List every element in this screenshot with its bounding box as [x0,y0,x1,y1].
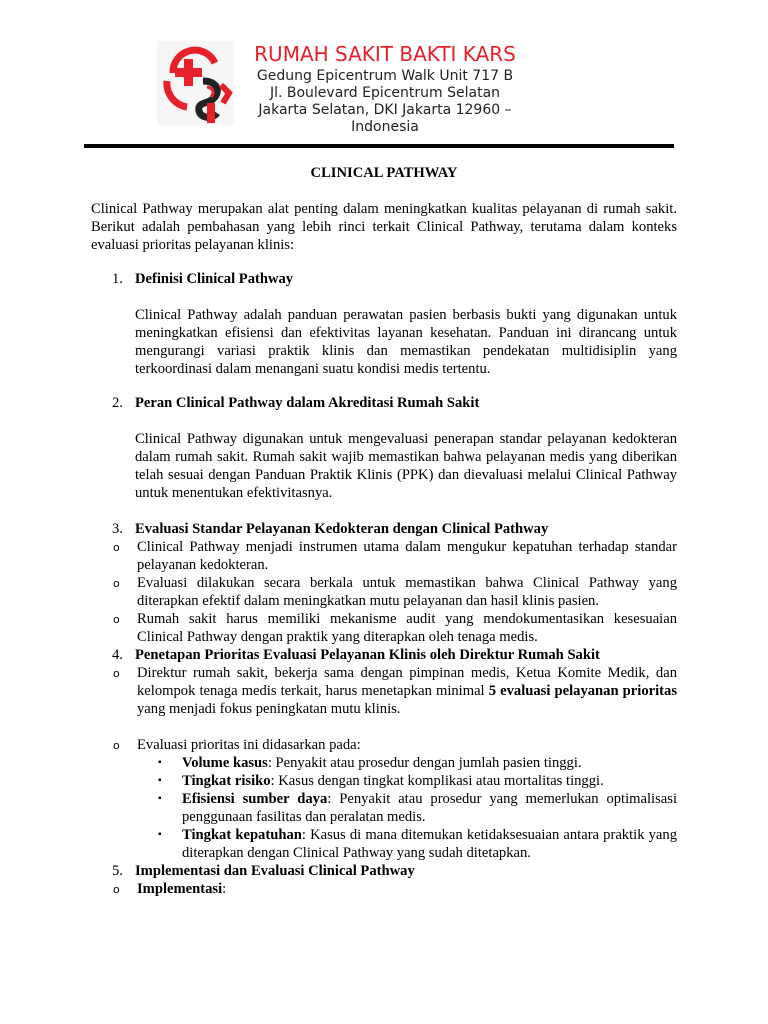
square-bullet-icon: ▪ [158,757,162,768]
list-item-text: yang menjadi fokus peningkatan mutu klinis. [137,701,401,717]
criteria-desc: : Kasus dengan tingkat komplikasi atau mortalitas tinggi. [270,773,604,789]
section-title: Implementasi dan Evaluasi Clinical Pathway [135,863,415,879]
section-1 [91,270,677,378]
address-line: Indonesia [351,119,419,132]
document-body [91,164,677,898]
square-bullet-icon: ▪ [158,829,162,840]
section-4 [91,646,677,664]
hospital-name: RUMAH SAKIT BAKTI KARS [254,42,516,66]
criteria-desc: : Penyakit atau prosedur yang memerlukan optimalisasi penggunaan fasilitas dan peralatan medis. [182,791,677,825]
circle-bullet-icon: o [113,739,120,752]
section-title: Definisi Clinical Pathway [135,271,294,287]
letterhead [0,0,768,150]
section-body: Clinical Pathway adalah panduan perawatan pasien berbasis bukti yang digunakan untuk meningkatkan efisiensi dan efektivitas layanan kesehatan. Panduan ini dirancang untuk mengurangi variasi praktik klinis dan memastikan pendekatan multidisiplin yang terkoordinasi dalam menangani suatu kondisi medis tertentu. [135,307,677,377]
section-number: 3. [112,521,123,537]
section-number: 1. [112,271,123,287]
criteria-desc: : Kasus di mana ditemukan ketidaksesuaian antara praktik yang diterapkan dengan Clinical Pathway yang sudah ditetapkan. [182,827,678,861]
circle-bullet-icon: o [113,577,120,590]
criteria-term: Tingkat risiko [182,773,271,789]
section-2 [91,394,677,502]
square-bullet-icon: ▪ [158,775,162,786]
list-item-text: Evaluasi dilakukan secara berkala untuk memastikan bahwa Clinical Pathway yang diterapkan efektif dalam meningkatkan mutu pelayanan dan hasil klinis pasien. [137,575,677,609]
section-title: Peran Clinical Pathway dalam Akreditasi Rumah Sakit [135,395,480,411]
criteria-desc: : Penyakit atau prosedur dengan jumlah pasien tinggi. [267,755,582,771]
section-number: 4. [112,647,123,663]
circle-bullet-icon: o [113,883,120,896]
list-item [91,880,677,898]
criteria-term: Tingkat kepatuhan [182,827,302,843]
list-item-text: Rumah sakit harus memiliki mekanisme audit yang mendokumentasikan kesesuaian Clinical Pathway dengan praktik yang diterapkan oleh tenaga medis. [137,611,677,645]
criteria-item [91,826,677,862]
section-3 [91,520,677,538]
criteria-term: Volume kasus [182,755,268,771]
header-rule [84,144,674,148]
list-item-text: : [222,881,227,897]
section-number: 2. [112,395,123,411]
criteria-item [91,754,677,772]
list-item-text: Evaluasi prioritas ini didasarkan pada: [137,737,361,753]
list-item [91,610,677,646]
address-clip [250,119,520,132]
criteria-item [91,772,677,790]
address-line: Jl. Boulevard Epicentrum Selatan [269,85,501,101]
section-number: 5. [112,863,123,879]
list-item [91,736,677,754]
circle-bullet-icon: o [113,667,120,680]
intro-paragraph: Clinical Pathway merupakan alat penting dalam meningkatkan kualitas pelayanan di rumah sakit. Berikut adalah pembahasan yang lebih rinci terkait Clinical Pathway, terutama dalam konteks evaluasi prioritas pelayanan klinis: [91,201,677,253]
section-5 [91,862,677,880]
list-item-text: Clinical Pathway menjadi instrumen utama dalam mengukur kepatuhan terhadap standar pelayanan kedokteran. [137,539,677,573]
address-line: Gedung Epicentrum Walk Unit 717 B [256,68,514,84]
list-item [91,574,677,610]
section-body: Clinical Pathway digunakan untuk mengevaluasi penerapan standar pelayanan kedokteran dalam rumah sakit. Rumah sakit wajib memastikan bahwa pelayanan medis yang diberikan telah sesuai dengan Panduan Praktik Klinis (PPK) dan dievaluasi melalui Clinical Pathway untuk menentukan efektivitasnya. [135,431,677,501]
square-bullet-icon: ▪ [158,793,162,804]
criteria-item [91,790,677,826]
section-title: Penetapan Prioritas Evaluasi Pelayanan Klinis oleh Direktur Rumah Sakit [135,647,600,663]
circle-bullet-icon: o [113,613,120,626]
circle-bullet-icon: o [113,541,120,554]
address-line: Jakarta Selatan, DKI Jakarta 12960 – [258,102,512,118]
criteria-term: Efisiensi sumber daya [182,791,328,807]
list-item-term: Implementasi [137,881,223,897]
list-item-emphasis: 5 evaluasi pelayanan prioritas [488,683,678,699]
section-title: Evaluasi Standar Pelayanan Kedokteran dengan Clinical Pathway [135,521,549,537]
list-item [91,664,677,718]
list-item-text: Direktur rumah sakit, bekerja sama dengan pimpinan medis, Ketua Komite Medik, dan kelompok tenaga medis terkait, harus menetapkan minimal [137,665,677,699]
hospital-cross-logo-icon [157,41,234,125]
document-title: CLINICAL PATHWAY [310,165,458,181]
list-item [91,538,677,574]
